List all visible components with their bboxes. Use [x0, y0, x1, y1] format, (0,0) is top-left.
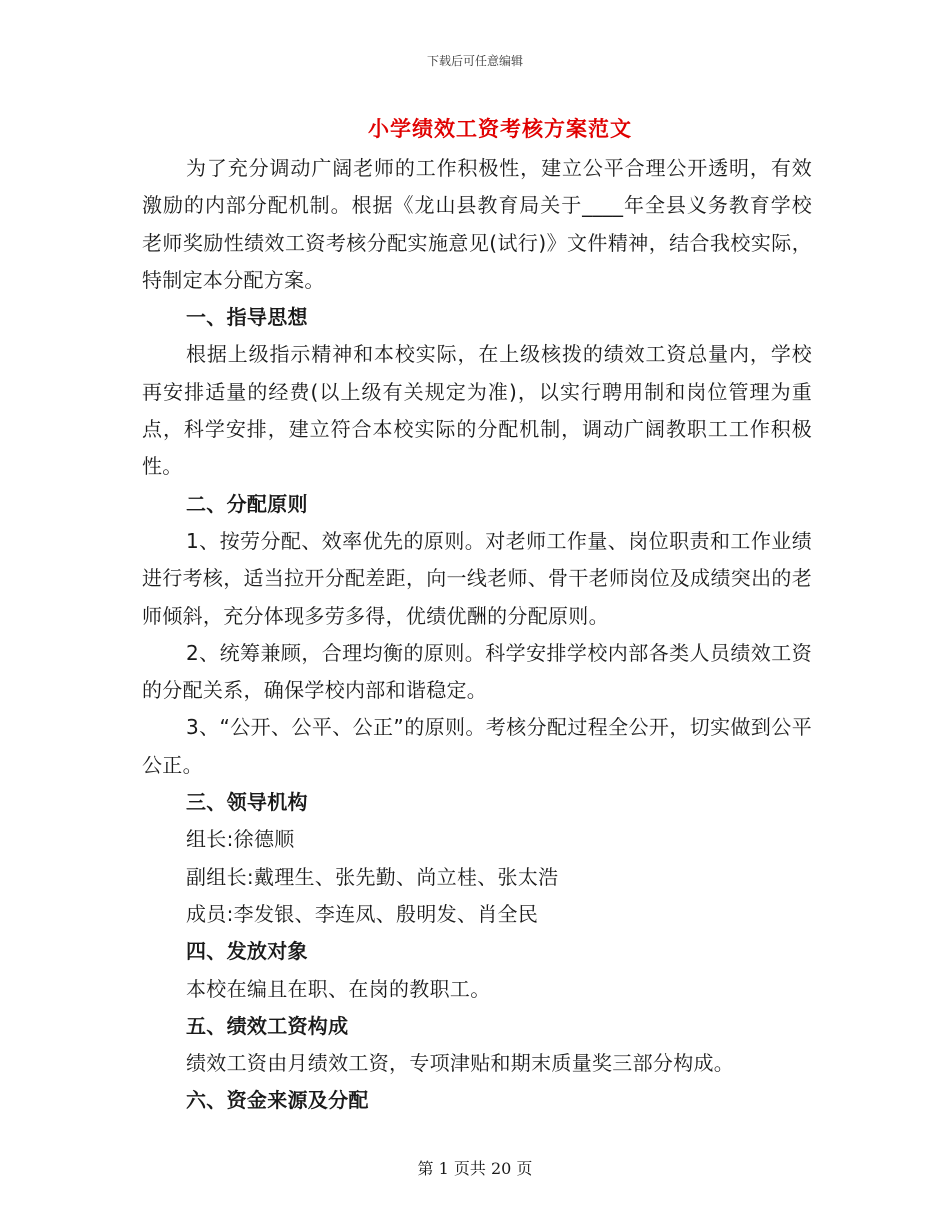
recipients-paragraph: 本校在编且在职、在岗的教职工。	[186, 976, 491, 1001]
deputy-leaders-line: 副组长:戴理生、张先勤、尚立桂、张太浩	[186, 864, 559, 889]
principle-1-paragraph: 1、按劳分配、效率优先的原则。对老师工作量、岗位职责和工作业绩进行考核，适当拉开分配差距，向一线老师、骨干老师岗位及成绩突出的老师倾斜，充分体现多劳多得，优绩优酬的分配原则。	[142, 528, 812, 628]
section-heading-guiding-ideology: 一、指导思想	[186, 305, 308, 330]
section-heading-salary-composition: 五、绩效工资构成	[186, 1013, 349, 1038]
members-line: 成员:李发银、李连凤、殷明发、肖全民	[186, 901, 539, 926]
principle-2-paragraph: 2、统筹兼顾，合理均衡的原则。科学安排学校内部各类人员绩效工资的分配关系，确保学校内部和谐稳定。	[142, 640, 812, 703]
section-heading-distribution-principles: 二、分配原则	[186, 491, 308, 516]
section-heading-funding: 六、资金来源及分配	[186, 1088, 369, 1113]
guiding-ideology-paragraph: 根据上级指示精神和本校实际，在上级核拨的绩效工资总量内，学校再安排适量的经费(以上级有关规定为准)，以实行聘用制和岗位管理为重点，科学安排，建立符合本校实际的分配机制，调动广阔教职工工作积极性。	[142, 342, 812, 479]
leader-line: 组长:徐德顺	[186, 827, 295, 852]
section-heading-recipients: 四、发放对象	[186, 939, 308, 964]
document-title: 小学绩效工资考核方案范文	[368, 117, 632, 141]
section-heading-leadership: 三、领导机构	[186, 790, 308, 815]
document-body	[142, 150, 812, 1120]
principle-3-paragraph: 3、“公开、公平、公正”的原则。考核分配过程全公开，切实做到公平公正。	[142, 715, 812, 777]
header-note: 下载后可任意编辑	[426, 54, 523, 68]
intro-paragraph: 为了充分调动广阔老师的工作积极性，建立公平合理公开透明，有效激励的内部分配机制。根据《龙山县教育局关于____年全县义务教育学校老师奖励性绩效工资考核分配实施意见(试行)》文件精神，结合我校实际，特制定本分配方案。	[142, 156, 812, 292]
page-number-footer: 第 1 页共 20 页	[417, 1159, 533, 1178]
salary-composition-paragraph: 绩效工资由月绩效工资，专项津贴和期末质量奖三部分构成。	[186, 1051, 735, 1076]
